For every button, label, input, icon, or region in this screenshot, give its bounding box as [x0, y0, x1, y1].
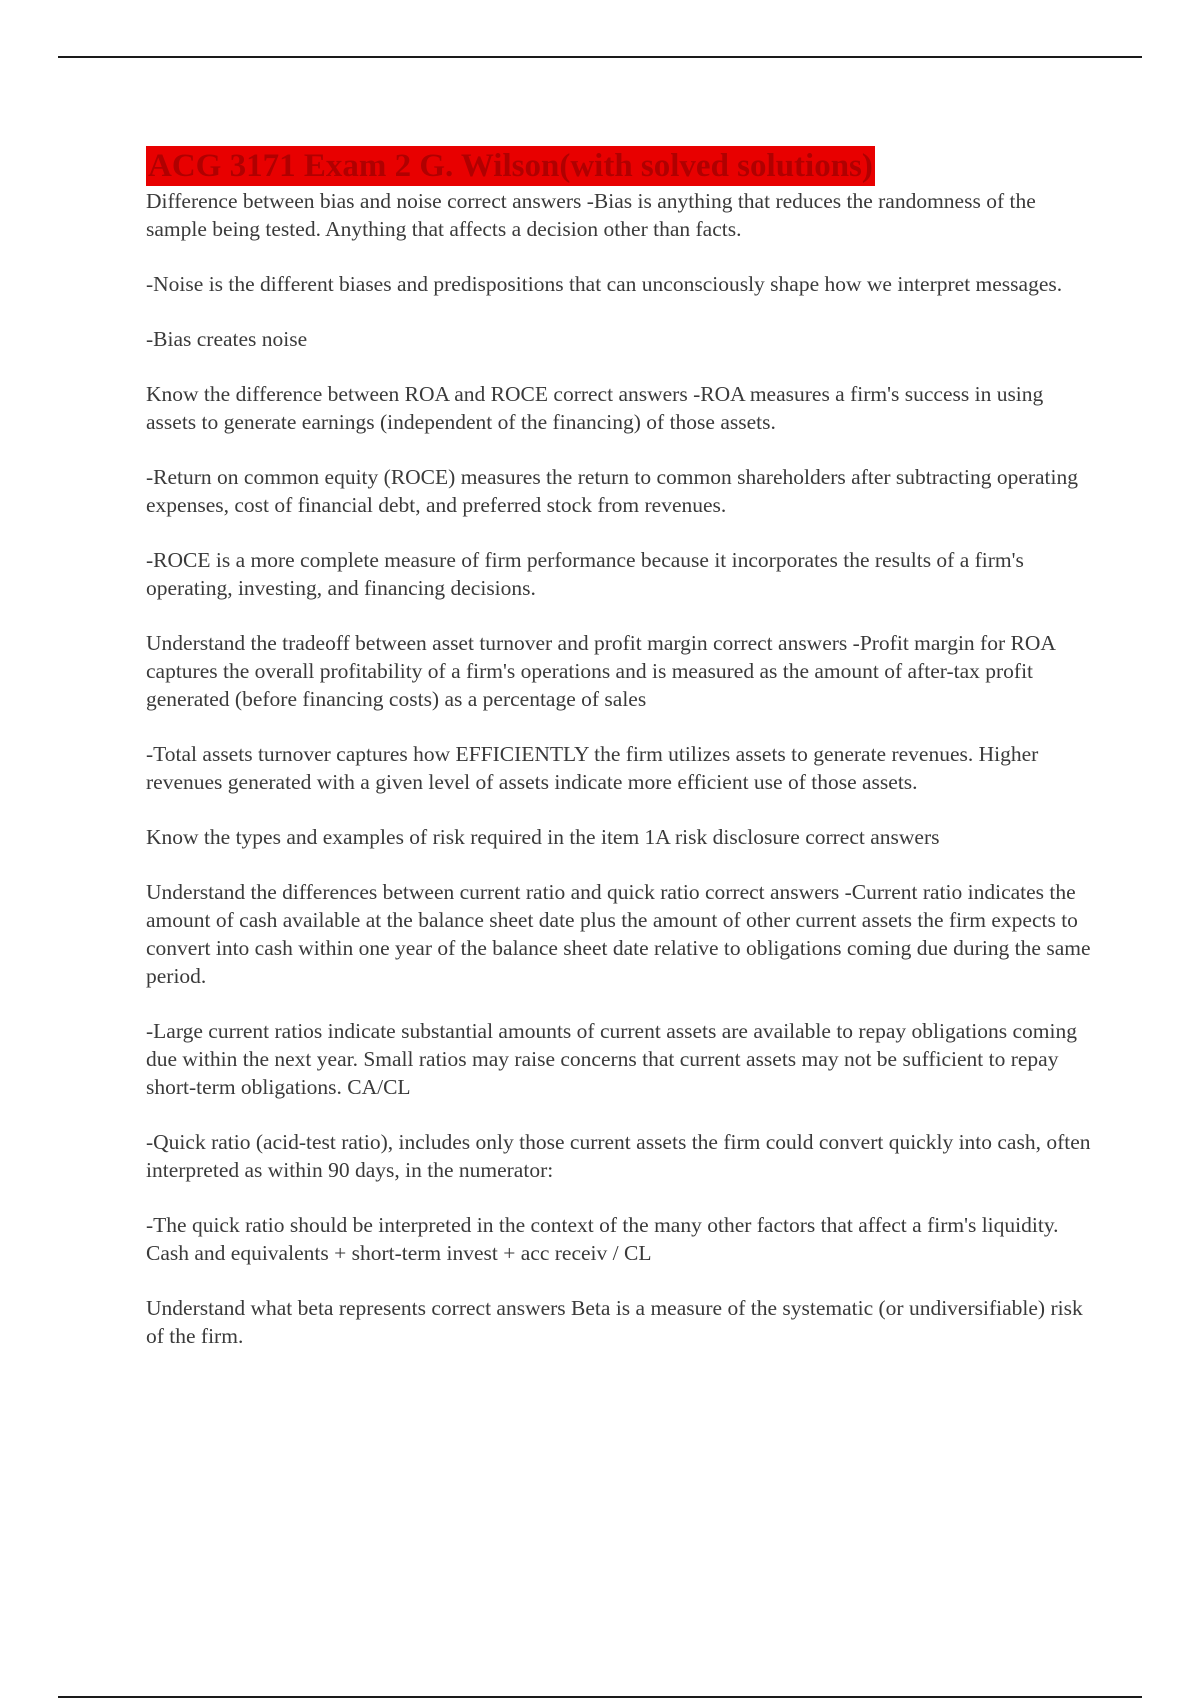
- bottom-rule: [58, 1696, 1142, 1698]
- paragraph-noise-definition: -Noise is the different biases and predispositions that can unconsciously shape how we interpret messages.: [146, 272, 1063, 296]
- paragraph-item-1a-risk: Know the types and examples of risk required in the item 1A risk disclosure correct answers: [146, 825, 940, 849]
- paragraph-beta: Understand what beta represents correct answers Beta is a measure of the systematic (or undiversifiable) risk of the firm.: [146, 1296, 1083, 1348]
- paragraph-quick-ratio-definition: -Quick ratio (acid-test ratio), includes only those current assets the firm could convert quickly into cash, often interpreted as within 90 days, in the numerator:: [146, 1130, 1091, 1182]
- paragraph-total-assets-turnover: -Total assets turnover captures how EFFICIENTLY the firm utilizes assets to generate revenues. Higher revenues generated with a given level of assets indicate more efficient use of those assets.: [146, 742, 1039, 794]
- paragraph-quick-ratio-context: -The quick ratio should be interpreted in the context of the many other factors that affect a firm's liquidity. Cash and equivalents + short-term invest + acc receiv / CL: [146, 1213, 1059, 1265]
- paragraph-turnover-margin: Understand the tradeoff between asset turnover and profit margin correct answers -Profit margin for ROA captures the overall profitability of a firm's operations and is measured as the amount of after-tax profit generated (before financing costs) as a percentage of sales: [146, 631, 1055, 711]
- paragraph-roce-complete-measure: -ROCE is a more complete measure of firm performance because it incorporates the results of a firm's operating, investing, and financing decisions.: [146, 548, 1024, 600]
- paragraph-roa-roce: Know the difference between ROA and ROCE correct answers -ROA measures a firm's success in using assets to generate earnings (independent of the financing) of those assets.: [146, 382, 1044, 434]
- paragraph-bias-noise: Difference between bias and noise correct answers -Bias is anything that reduces the randomness of the sample being tested. Anything that affects a decision other than facts.: [146, 189, 1036, 241]
- top-rule: [58, 56, 1142, 58]
- paragraph-current-quick-ratio: Understand the differences between current ratio and quick ratio correct answers -Current ratio indicates the amount of cash available at the balance sheet date plus the amount of other current assets the firm expects to convert into cash within one year of the balance sheet date relative to obligations coming due during the same period.: [146, 880, 1091, 988]
- paragraph-bias-creates-noise: -Bias creates noise: [146, 327, 308, 351]
- document-title: ACG 3171 Exam 2 G. Wilson(with solved solutions): [148, 148, 873, 184]
- document-body: [146, 146, 1091, 1350]
- paragraph-roce-definition: -Return on common equity (ROCE) measures the return to common shareholders after subtracting operating expenses, cost of financial debt, and preferred stock from revenues.: [146, 465, 1079, 517]
- paragraph-large-current-ratios: -Large current ratios indicate substantial amounts of current assets are available to repay obligations coming due within the next year. Small ratios may raise concerns that current assets may not be sufficient to repay short-term obligations. CA/CL: [146, 1019, 1077, 1099]
